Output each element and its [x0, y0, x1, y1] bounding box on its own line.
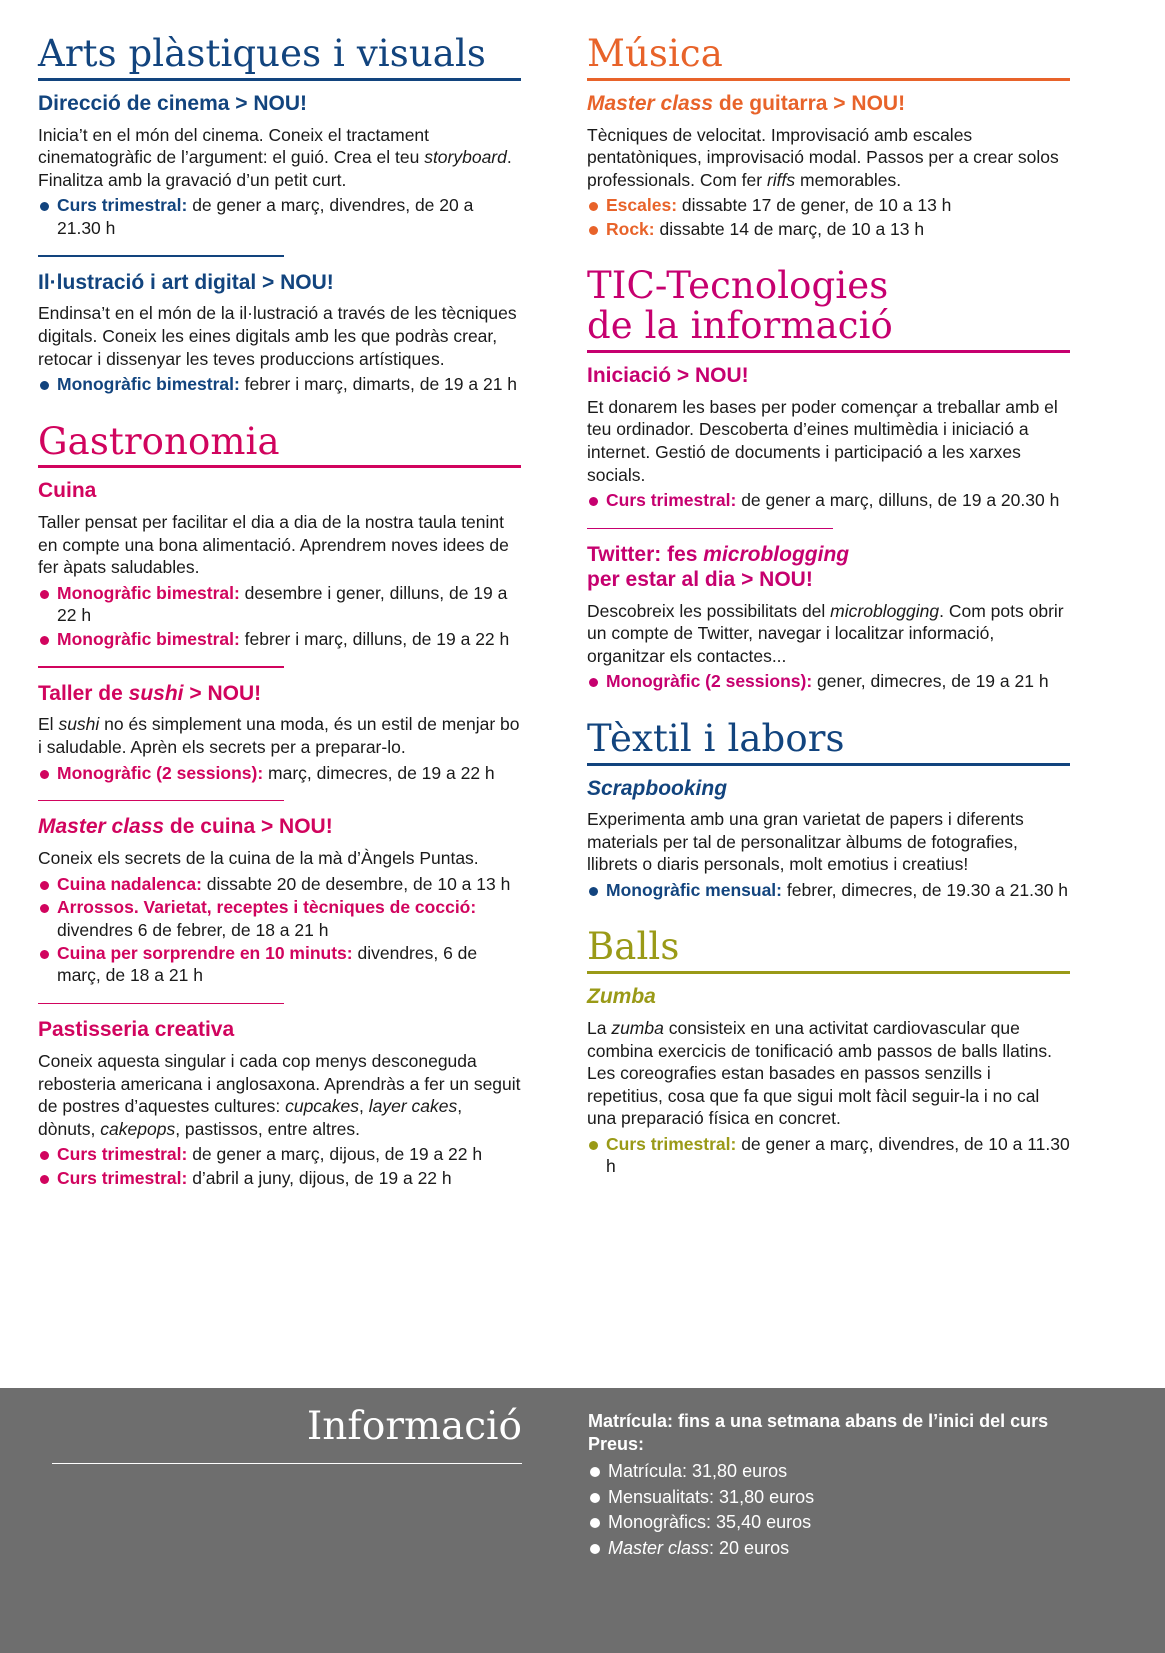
course-title: Scrapbooking: [587, 776, 728, 800]
course-divider: [38, 1003, 284, 1005]
list-item: Arrossos. Varietat, receptes i tècniques de cocció: divendres 6 de febrer, de 18 a 21 h: [38, 896, 521, 941]
course-cuina: [38, 477, 521, 650]
course-illustracio-art-digital: [38, 269, 521, 396]
course-description: Endinsa’t en el món de la il·lustració a través de les tècniques digitals. Coneix les eines digitals amb les que podràs crear, retocar i dissenyar les teves produccions artístiques.: [38, 303, 517, 369]
course-divider: [587, 528, 833, 530]
course-iniciacio: [587, 362, 1070, 511]
left-column: [38, 34, 521, 1199]
list-item: Mensualitats: 31,80 euros: [588, 1485, 1135, 1511]
course-schedule-list: [587, 879, 1070, 901]
course-twitter-microblogging: [587, 541, 1070, 693]
course-description: Inicia’t en el món del cinema. Coneix el tractament cinematogràfic de l’argument: el guió. Crea el teu storyboard. Finalitza amb la gravació d’un petit curt.: [38, 124, 512, 190]
section-rule-tic: [587, 350, 1070, 353]
list-item: Cuina nadalenca: dissabte 20 de desembre, de 10 a 13 h: [38, 873, 521, 895]
list-item: Monogràfic bimestral: desembre i gener, dilluns, de 19 a 22 h: [38, 582, 521, 627]
section-rule-balls: [587, 971, 1070, 974]
list-item: Cuina per sorprendre en 10 minuts: divendres, 6 de març, de 18 a 21 h: [38, 942, 521, 987]
course-description: Taller pensat per facilitar el dia a dia de la nostra taula tenint en compte una bona alimentació. Aprendrem noves idees de fer àpats saludables.: [38, 512, 509, 578]
section-rule-arts: [38, 78, 521, 81]
footer-information-bar: [0, 1388, 1165, 1653]
list-item: Monogràfic (2 sessions): gener, dimecres, de 19 a 21 h: [587, 670, 1070, 692]
section-title-musica: Música: [587, 32, 723, 75]
list-item: Curs trimestral: d’abril a juny, dijous, de 19 a 22 h: [38, 1167, 521, 1189]
section-arts: [38, 34, 521, 396]
section-title-gastronomia: Gastronomia: [38, 419, 280, 463]
list-item: Monogràfic bimestral: febrer i març, dimarts, de 19 a 21 h: [38, 373, 521, 395]
course-pastisseria-creativa: [38, 1016, 521, 1189]
footer-preus-label: Preus:: [588, 1433, 645, 1454]
section-title-tic: TIC-Tecnologies de la informació: [587, 264, 893, 348]
list-item: Curs trimestral: de gener a març, dijous, de 19 a 22 h: [38, 1143, 521, 1165]
course-title: Pastisseria creativa: [38, 1018, 235, 1042]
section-musica: [587, 34, 1070, 240]
course-description: La zumba consisteix en una activitat cardiovascular que combina exercicis de tonificació amb passos de balls llatins. Les coreografies estan basades en passos senzills i repetitius, cosa que fa que sigui molt fàcil seguir-la i no cal una preparació física en concret.: [587, 1018, 1052, 1129]
section-rule-musica: [587, 78, 1070, 81]
list-item: Monogràfic (2 sessions): març, dimecres, de 19 a 22 h: [38, 762, 521, 784]
course-title: Il·lustració i art digital > NOU!: [38, 270, 334, 294]
list-item: Master class: 20 euros: [588, 1536, 1135, 1562]
course-master-class-de-guitarra: [587, 90, 1070, 240]
footer-matricula-note: Matrícula: fins a una setmana abans de l’inici del curs: [588, 1411, 1049, 1431]
section-title-arts: Arts plàstiques i visuals: [38, 32, 486, 75]
course-title: Master class de guitarra > NOU!: [587, 91, 906, 115]
course-description: Experimenta amb una gran varietat de papers i diferents materials per tal de personalitzar àlbums de fotografies, llibrets o diaris personals, molt emotius i creatius!: [587, 809, 1024, 875]
list-item: Monogràfics: 35,40 euros: [588, 1510, 1135, 1536]
course-schedule-list: [38, 582, 521, 650]
footer-left: [0, 1388, 560, 1653]
section-rule-gastronomia: [38, 465, 521, 468]
course-title: Iniciació > NOU!: [587, 364, 749, 388]
section-gastronomia: [38, 419, 521, 1189]
footer-price-list: [588, 1459, 1135, 1561]
course-scrapbooking: [587, 775, 1070, 902]
course-master-class-de-cuina: [38, 813, 521, 986]
list-item: Monogràfic mensual: febrer, dimecres, de 19.30 a 21.30 h: [587, 879, 1070, 901]
course-taller-de-sushi: [38, 680, 521, 784]
course-zumba: [587, 983, 1070, 1177]
course-schedule-list: [587, 194, 1070, 240]
course-schedule-list: [38, 1143, 521, 1189]
list-item: Rock: dissabte 14 de març, de 10 a 13 h: [587, 218, 1070, 240]
course-title: Master class de cuina > NOU!: [38, 815, 333, 839]
course-schedule-list: [587, 1133, 1070, 1178]
course-title: Cuina: [38, 479, 97, 503]
footer-right: [560, 1388, 1165, 1653]
section-title-textil: Tèxtil i labors: [587, 716, 845, 760]
section-tic: [587, 266, 1070, 692]
footer-divider: [52, 1463, 522, 1465]
course-schedule-list: [38, 373, 521, 395]
course-schedule-list: [587, 489, 1070, 511]
course-description: El sushi no és simplement una moda, és un estil de menjar bo i saludable. Aprèn els secrets per a preparar-lo.: [38, 714, 520, 757]
course-description: Et donarem les bases per poder començar a treballar amb el teu ordinador. Descoberta d’eines multimèdia i iniciació a internet. Gestió de documents i participació a les xarxes socials.: [587, 396, 1058, 485]
course-description: Descobreix les possibilitats del microblogging. Com pots obrir un compte de Twitter, navegar i localitzar informació, organitzar els contactes...: [587, 600, 1064, 666]
list-item: Curs trimestral: de gener a març, divendres, de 20 a 21.30 h: [38, 194, 521, 239]
course-direccio-de-cinema: [38, 90, 521, 239]
section-rule-textil: [587, 763, 1070, 766]
course-schedule-list: [38, 194, 521, 239]
course-description: Tècniques de velocitat. Improvisació amb escales pentatòniques, improvisació modal. Passos per a crear solos professionals. Com fer riffs memorables.: [587, 124, 1059, 190]
list-item: Curs trimestral: de gener a març, divendres, de 10 a 11.30 h: [587, 1133, 1070, 1178]
course-divider: [38, 800, 284, 802]
course-divider: [38, 666, 284, 668]
list-item: Curs trimestral: de gener a març, dilluns, de 19 a 20.30 h: [587, 489, 1070, 511]
footer-title: Informació: [306, 1404, 522, 1449]
section-title-balls: Balls: [587, 925, 680, 969]
course-schedule-list: [38, 762, 521, 784]
section-textil: [587, 716, 1070, 902]
list-item: Matrícula: 31,80 euros: [588, 1459, 1135, 1485]
course-divider: [38, 255, 284, 257]
course-schedule-list: [38, 873, 521, 987]
course-title: Zumba: [587, 985, 656, 1009]
section-balls: [587, 927, 1070, 1177]
course-title: Twitter: fes microblogging per estar al dia > NOU!: [587, 543, 850, 591]
course-description: Coneix aquesta singular i cada cop menys desconeguda rebosteria americana i anglosaxona. Aprendràs a fer un seguit de postres d’aquestes cultures: cupcakes, layer cakes, dònuts, cakepops, pastissos, entre altres.: [38, 1050, 521, 1139]
list-item: Monogràfic bimestral: febrer i març, dilluns, de 19 a 22 h: [38, 628, 521, 650]
course-title: Direcció de cinema > NOU!: [38, 91, 308, 115]
list-item: Escales: dissabte 17 de gener, de 10 a 13 h: [587, 194, 1070, 216]
course-description: Coneix els secrets de la cuina de la mà d’Àngels Puntas.: [38, 848, 479, 869]
right-column: [587, 34, 1070, 1199]
course-schedule-list: [587, 670, 1070, 692]
course-title: Taller de sushi > NOU!: [38, 681, 262, 705]
